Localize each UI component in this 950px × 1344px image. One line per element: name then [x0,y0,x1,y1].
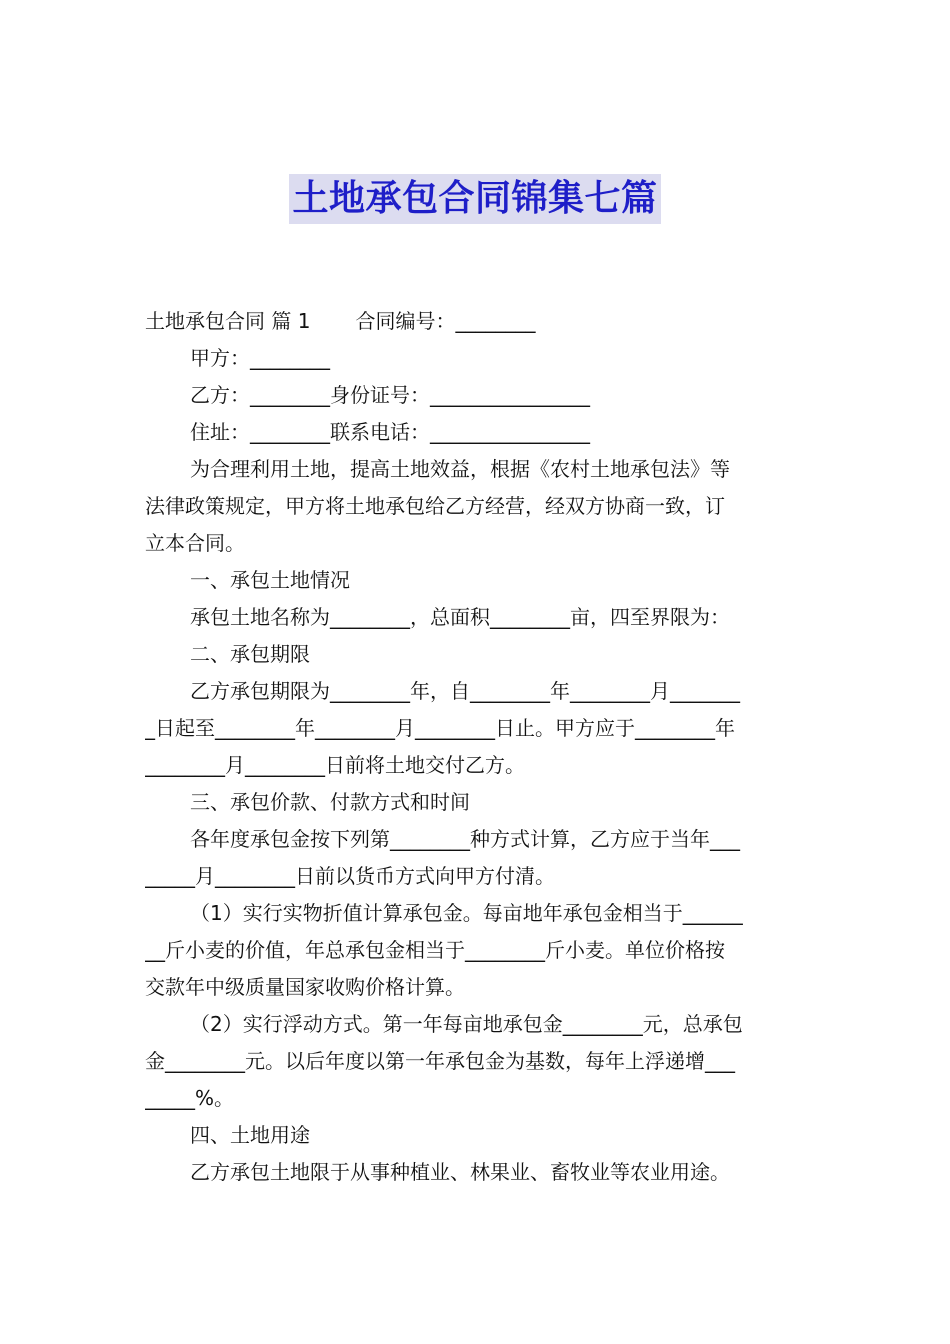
paragraph-line: _____月________日前以货币方式向甲方付清。 [145,864,555,888]
paragraph-line: 承包土地名称为________，总面积________亩，四至界限为： [190,605,730,629]
section-heading: 二、承包期限 [190,642,310,666]
paragraph-line: 立本合同。 [145,531,245,555]
section-heading: 四、土地用途 [190,1123,310,1147]
paragraph-line: 乙方承包期限为________年，自________年________月_______ [190,679,740,703]
paragraph-line: 法律政策规定，甲方将土地承包给乙方经营，经双方协商一致，订 [145,494,725,518]
document-title: 土地承包合同锦集七篇 [289,174,660,224]
section-heading: 一、承包土地情况 [190,568,350,592]
contract-heading-line [145,303,807,340]
paragraph-line: 交款年中级质量国家收购价格计算。 [145,975,465,999]
document-body [145,303,807,1191]
paragraph-line: （1）实行实物折值计算承包金。每亩地年承包金相当于______ [190,901,743,925]
paragraph-line: 乙方承包土地限于从事种植业、林果业、畜牧业等农业用途。 [190,1160,730,1184]
contract-number: 合同编号：________ [355,309,536,333]
title-container [0,174,950,224]
paragraph-line: 各年度承包金按下列第________种方式计算，乙方应于当年___ [190,827,740,851]
paragraph-line: 金________元。以后年度以第一年承包金为基数，每年上浮递增___ [145,1049,735,1073]
paragraph-line: __斤小麦的价值，年总承包金相当于________斤小麦。单位价格按 [145,938,725,962]
contract-heading: 土地承包合同 篇 1 [145,309,311,333]
party-a: 甲方：________ [190,346,330,370]
party-b: 乙方：________身份证号：________________ [190,383,590,407]
address-phone: 住址：________联系电话：________________ [190,420,590,444]
paragraph-line: _日起至________年________月________日止。甲方应于________年 [145,716,735,740]
paragraph-line: _____%。 [145,1086,235,1110]
paragraph-line: 为合理利用土地，提高土地效益，根据《农村土地承包法》等 [190,457,730,481]
section-heading: 三、承包价款、付款方式和时间 [190,790,470,814]
paragraph-line: （2）实行浮动方式。第一年每亩地承包金________元，总承包 [190,1012,743,1036]
paragraph-line: ________月________日前将土地交付乙方。 [145,753,525,777]
